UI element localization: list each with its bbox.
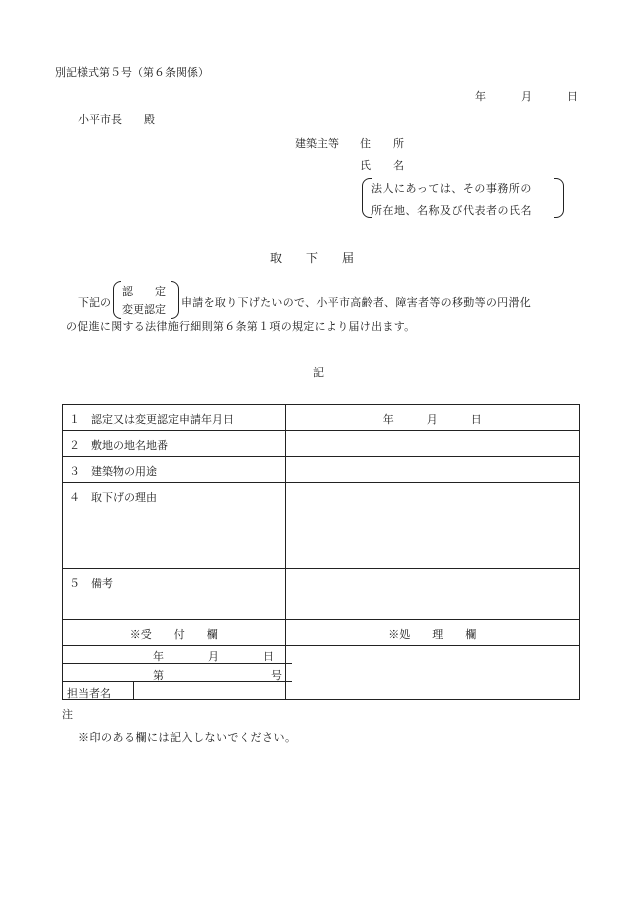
- option-approval: 認 定: [122, 285, 166, 298]
- row-withdrawal-reason-value[interactable]: [285, 483, 579, 569]
- applicant-label: 建築主等: [295, 137, 339, 150]
- person-in-charge-label: 担当者名: [67, 687, 111, 700]
- row-application-date-label: １ 認定又は変更認定申請年月日: [63, 405, 286, 431]
- corp-note-line1: 法人にあっては、その事務所の: [371, 182, 532, 195]
- corp-note-line2: 所在地、名称及び代表者の氏名: [371, 204, 532, 217]
- row-building-use-label: ３ 建築物の用途: [63, 457, 286, 483]
- processing-cell: [285, 646, 579, 700]
- reception-date: 年 月 日: [153, 650, 274, 663]
- document-title: 取 下 届: [270, 251, 355, 265]
- body-line1: 申請を取り下げたいので、小平市高齢者、障害者等の移動等の円滑化: [181, 296, 532, 309]
- date-year-label: 年: [475, 90, 486, 103]
- date-month-label: 月: [521, 90, 532, 103]
- application-table: [62, 404, 580, 700]
- form-number: 別記様式第５号（第６条関係）: [55, 66, 209, 79]
- row-application-date-value[interactable]: 年 月 日: [285, 405, 579, 431]
- body-line2: の促進に関する法律施行細則第６条第１項の規定により届け出ます。: [66, 320, 416, 333]
- note-text: ※印のある欄には記入しないでください。: [78, 731, 297, 744]
- reception-number-suffix: 号: [271, 669, 282, 682]
- row-withdrawal-reason-label: ４ 取下げの理由: [63, 483, 286, 569]
- addressee: 小平市長 殿: [78, 113, 155, 126]
- processing-header: ※処 理 欄: [285, 620, 579, 646]
- row-remarks-label: ５ 備考: [63, 569, 286, 620]
- reception-header: ※受 付 欄: [63, 620, 286, 646]
- date-day-label: 日: [567, 90, 578, 103]
- row-site-address-label: ２ 敷地の地名地番: [63, 431, 286, 457]
- reception-number-prefix: 第: [153, 669, 164, 682]
- row-remarks-value[interactable]: [285, 569, 579, 620]
- address-label: 住 所: [360, 137, 404, 150]
- date-line: [475, 88, 578, 104]
- name-label: 氏 名: [360, 159, 404, 172]
- body-prefix: 下記の: [78, 296, 111, 309]
- row-site-address-value[interactable]: [285, 431, 579, 457]
- ki-heading: 記: [313, 366, 324, 379]
- option-change-approval: 変更認定: [122, 303, 166, 316]
- row-building-use-value[interactable]: [285, 457, 579, 483]
- note-label: 注: [62, 708, 73, 721]
